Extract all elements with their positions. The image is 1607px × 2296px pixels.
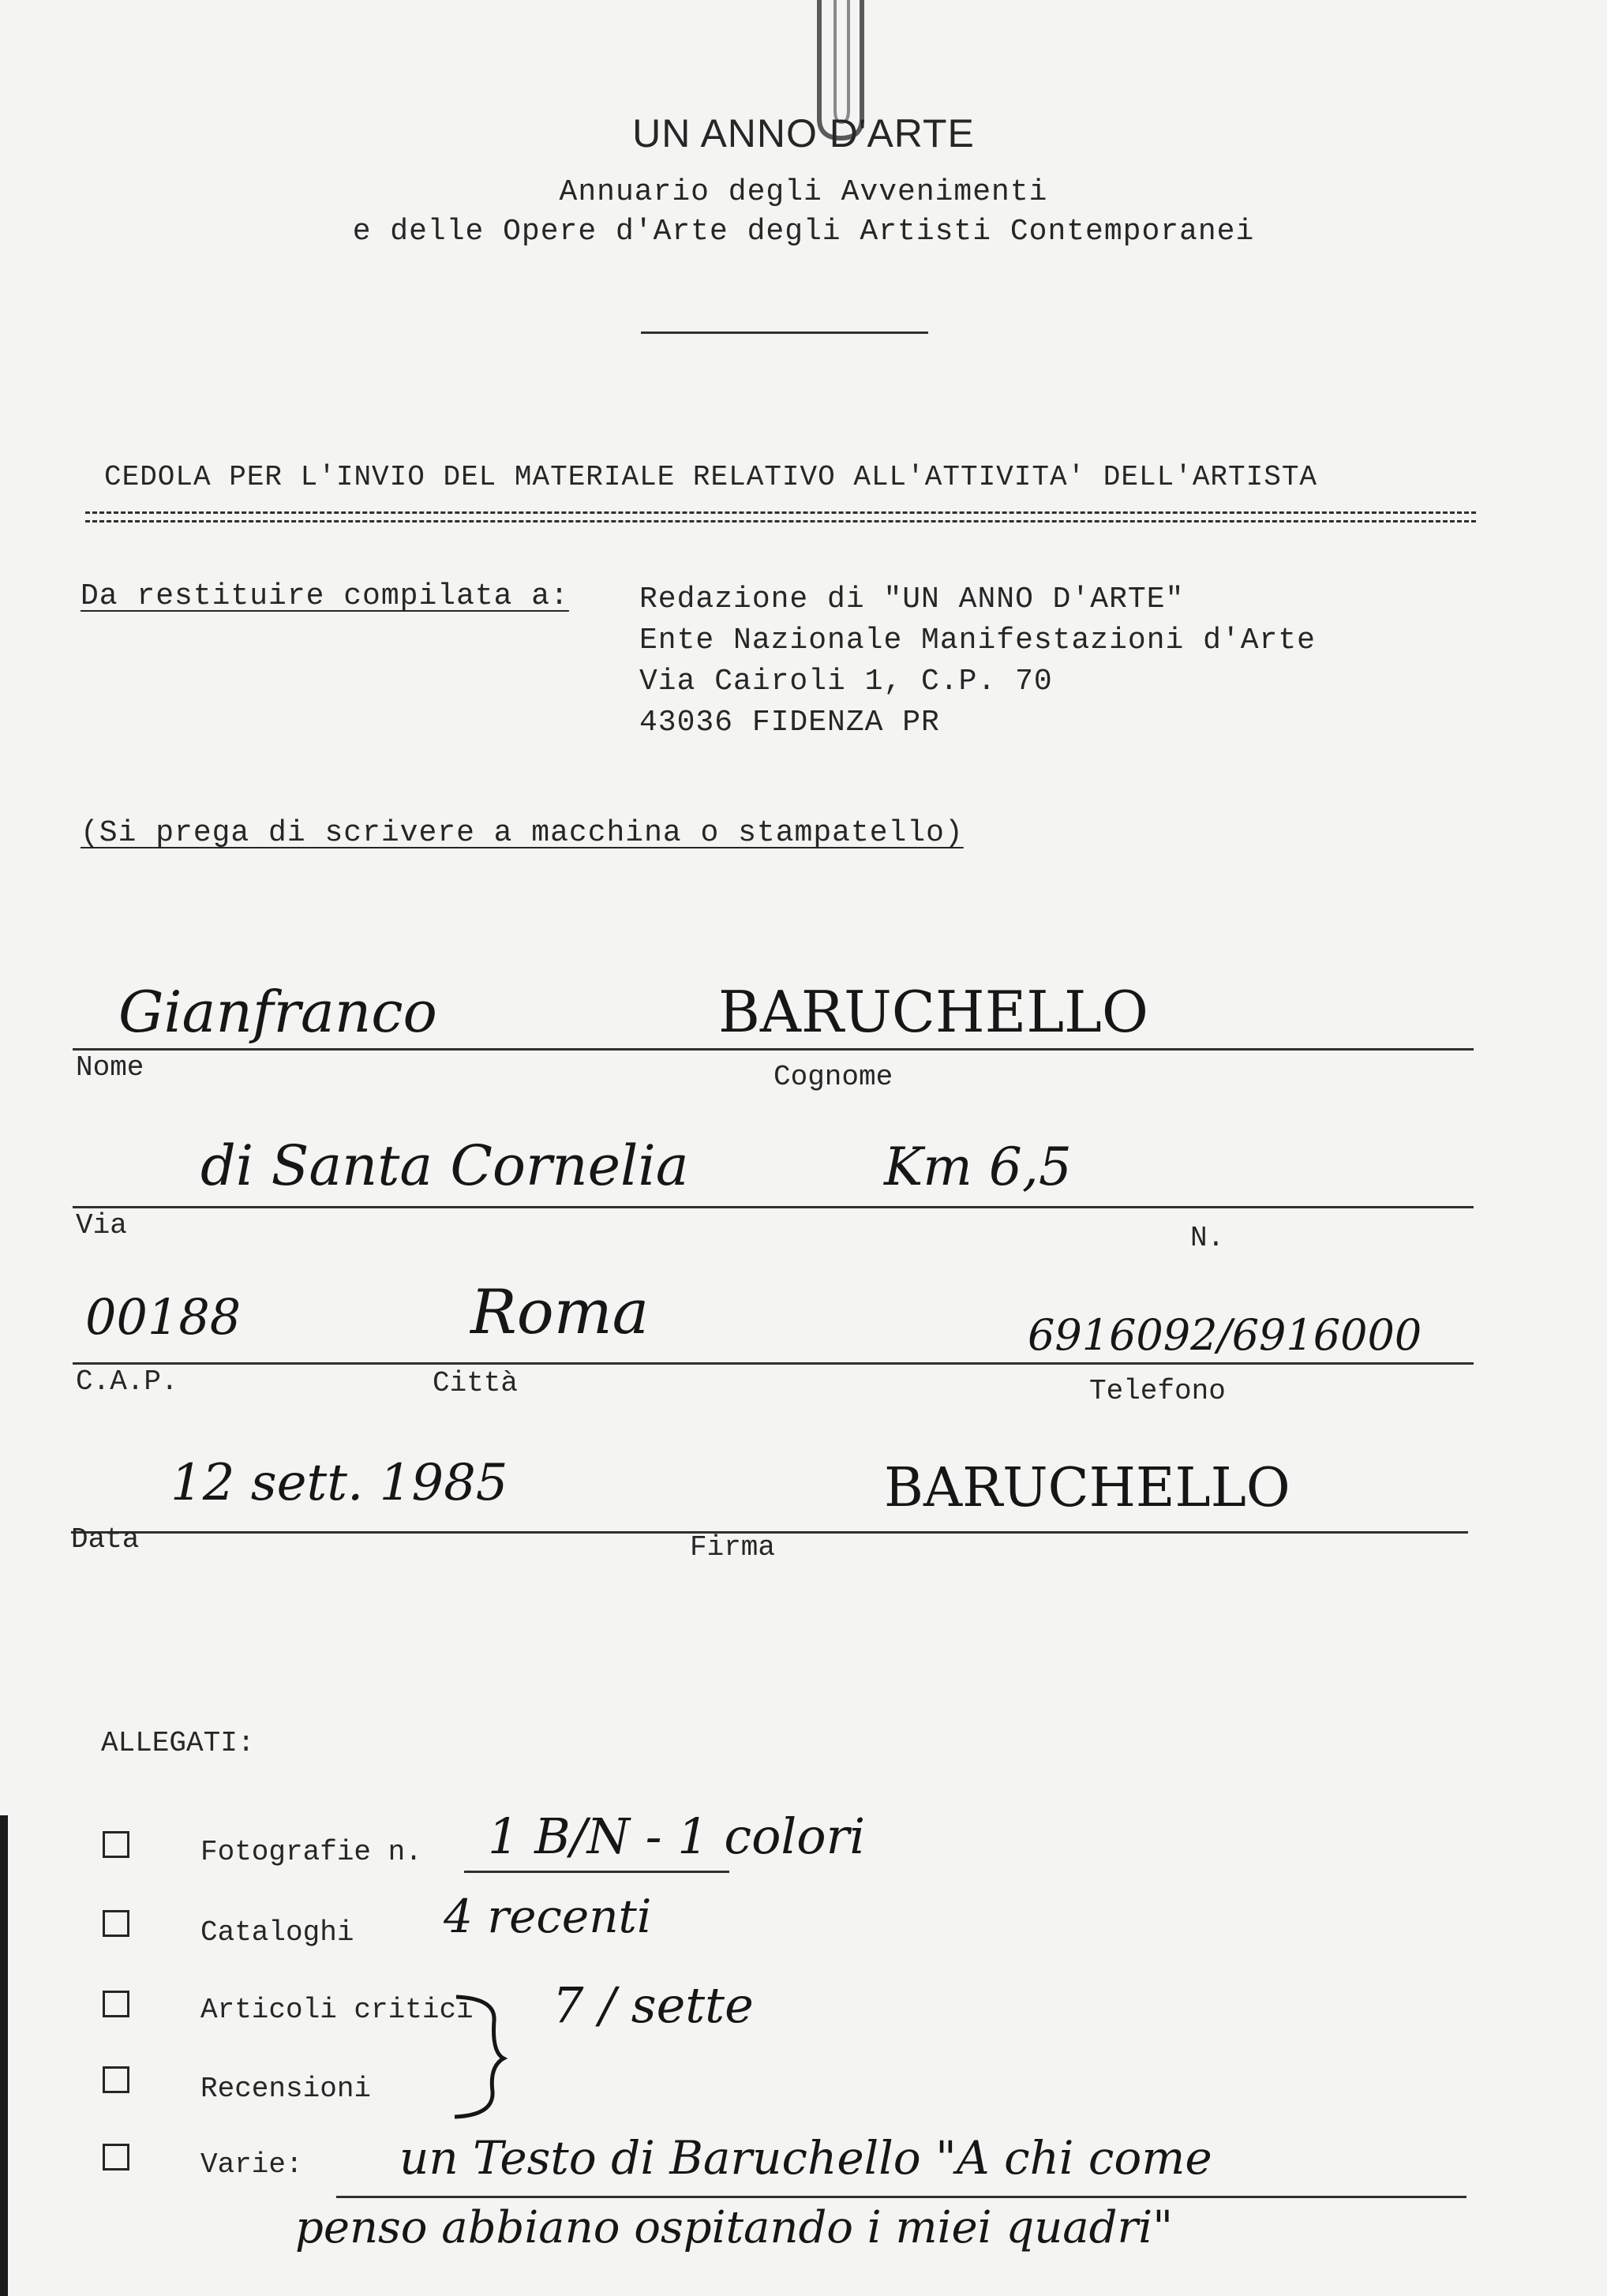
recensioni-checkbox[interactable] bbox=[103, 2066, 129, 2093]
nome-value[interactable]: Gianfranco bbox=[118, 979, 437, 1045]
fotografie-value[interactable]: 1 B/N - 1 colori bbox=[488, 1807, 866, 1865]
firma-label: Firma bbox=[690, 1531, 776, 1564]
fotografie-checkbox[interactable] bbox=[103, 1831, 129, 1858]
nome-label: Nome bbox=[76, 1051, 144, 1084]
articoli-label: Articoli critici bbox=[200, 1994, 474, 2026]
address-line-1: Redazione di "UN ANNO D'ARTE" bbox=[639, 582, 1185, 616]
varie-value-line2[interactable]: penso abbiano ospitando i miei quadri" bbox=[295, 2202, 1173, 2253]
citta-label: Città bbox=[433, 1367, 519, 1399]
return-label: Da restituire compilata a: bbox=[81, 579, 569, 613]
telefono-value[interactable]: 6916092/6916000 bbox=[1028, 1310, 1422, 1360]
data-value[interactable]: 12 sett. 1985 bbox=[170, 1454, 508, 1512]
cap-line bbox=[73, 1362, 1474, 1365]
instruction-text: (Si prega di scrivere a macchina o stampatello) bbox=[81, 816, 964, 850]
numero-value[interactable]: Km 6,5 bbox=[884, 1137, 1072, 1197]
recensioni-label: Recensioni bbox=[200, 2073, 372, 2105]
cataloghi-label: Cataloghi bbox=[200, 1916, 354, 1949]
numero-label: N. bbox=[1190, 1222, 1225, 1254]
articoli-value[interactable]: 7 / sette bbox=[553, 1976, 754, 2034]
fotografie-label: Fotografie n. bbox=[200, 1836, 422, 1868]
cap-value[interactable]: 00188 bbox=[85, 1288, 242, 1346]
page-edge-shadow bbox=[0, 1815, 8, 2296]
address-line-4: 43036 FIDENZA PR bbox=[639, 706, 940, 740]
form-title: CEDOLA PER L'INVIO DEL MATERIALE RELATIVO ALL'ATTIVITA' DELL'ARTISTA bbox=[104, 461, 1318, 493]
via-line bbox=[73, 1206, 1474, 1208]
varie-checkbox[interactable] bbox=[103, 2144, 129, 2171]
articoli-checkbox[interactable] bbox=[103, 1991, 129, 2017]
telefono-label: Telefono bbox=[1089, 1375, 1226, 1407]
data-label: Data bbox=[71, 1523, 140, 1556]
publication-title: UN ANNO D'ARTE bbox=[632, 111, 975, 155]
cognome-value[interactable]: BARUCHELLO bbox=[718, 979, 1148, 1045]
cognome-label: Cognome bbox=[774, 1061, 893, 1093]
varie-value-line1[interactable]: un Testo di Baruchello "A chi come bbox=[399, 2131, 1212, 2185]
form-title-double-rule bbox=[85, 511, 1476, 522]
cap-label: C.A.P. bbox=[76, 1365, 178, 1398]
brace-mark-icon bbox=[448, 1989, 519, 2123]
publication-subtitle-2: e delle Opere d'Arte degli Artisti Contemporanei bbox=[352, 215, 1255, 249]
address-line-2: Ente Nazionale Manifestazioni d'Arte bbox=[639, 624, 1316, 657]
via-value[interactable]: di Santa Cornelia bbox=[200, 1133, 689, 1198]
cataloghi-value[interactable]: 4 recenti bbox=[444, 1890, 652, 1943]
citta-value[interactable]: Roma bbox=[470, 1277, 650, 1348]
varie-line bbox=[336, 2196, 1467, 2198]
publication-subtitle-1: Annuario degli Avvenimenti bbox=[559, 175, 1048, 209]
address-line-3: Via Cairoli 1, C.P. 70 bbox=[639, 665, 1053, 699]
nome-line bbox=[73, 1048, 1474, 1051]
cataloghi-checkbox[interactable] bbox=[103, 1910, 129, 1937]
varie-label: Varie: bbox=[200, 2148, 303, 2181]
header-divider bbox=[641, 331, 928, 334]
fotografie-line bbox=[464, 1871, 729, 1873]
via-label: Via bbox=[76, 1209, 127, 1242]
allegati-heading: ALLEGATI: bbox=[101, 1727, 255, 1759]
firma-value[interactable]: BARUCHELLO bbox=[884, 1457, 1290, 1519]
